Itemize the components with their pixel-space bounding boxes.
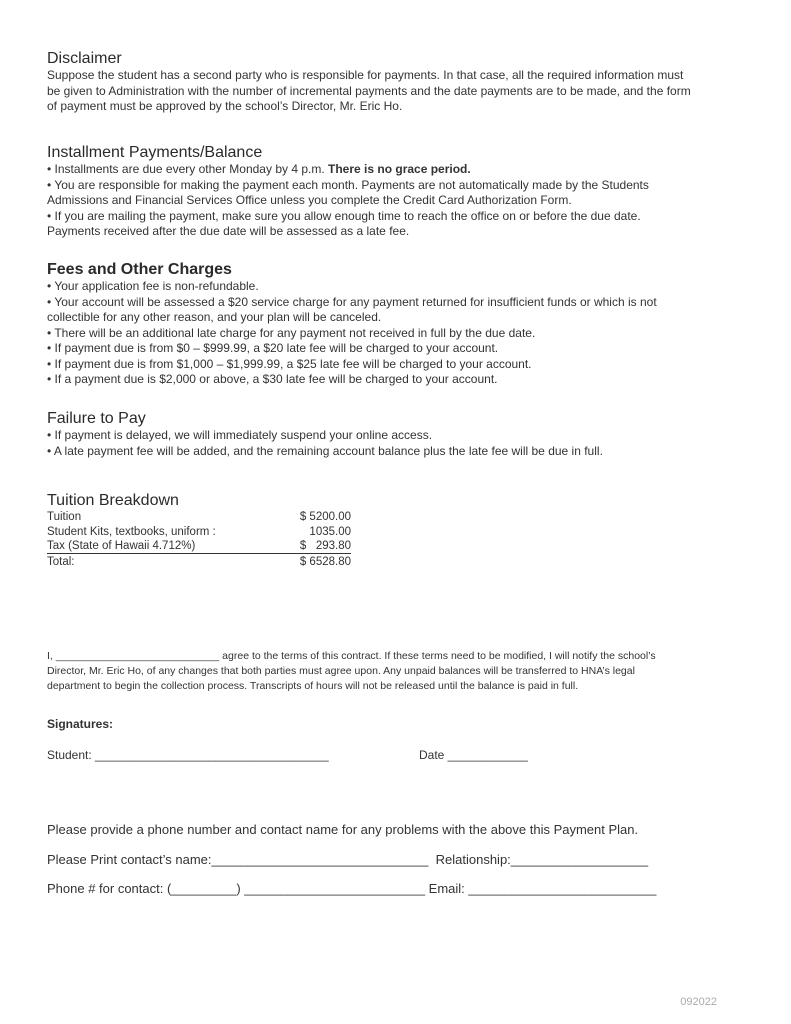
installments-line: • If you are mailing the payment, make sure you allow enough time to reach the office on or before the due date. [47, 208, 641, 223]
agreement-line: I, ____________________________ agree to the terms of this contract. If these terms need to be modified, I will notify the school’s [47, 650, 656, 662]
fees-line: • If a payment due is $2,000 or above, a $30 late fee will be charged to your account. [47, 372, 498, 386]
tuition-heading: Tuition Breakdown [47, 492, 179, 509]
agreement-line: Director, Mr. Eric Ho, of any changes that both parties must agree upon. Any unpaid balances will be transferred to HNA’s legal [47, 665, 635, 677]
tuition-amount: 1035.00 [309, 525, 351, 538]
contact-name-line[interactable]: Please Print contact’s name:______________________________ Relationship:___________________ [47, 852, 649, 867]
fees-line: • Your account will be assessed a $20 service charge for any payment returned for insufficient funds or which is not [47, 294, 657, 309]
contact-phone-line[interactable]: Phone # for contact: (_________) _________________________ Email: __________________________ [47, 881, 657, 896]
failure-line: • If payment is delayed, we will immediately suspend your online access. [47, 428, 433, 442]
tuition-row [47, 510, 357, 525]
signatures-heading: Signatures: [47, 717, 114, 731]
agreement-line: department to begin the collection process. Transcripts of hours will not be released until the balance is paid in full. [47, 680, 579, 692]
fees-heading: Fees and Other Charges [47, 261, 232, 278]
tuition-section [47, 491, 747, 569]
student-signature-line[interactable]: Student: ___________________________________ [47, 748, 329, 762]
disclaimer-section [47, 49, 747, 115]
disclaimer-line: of payment must be approved by the school’s Director, Mr. Eric Ho. [47, 99, 403, 113]
tuition-label: Student Kits, textbooks, uniform : [47, 525, 216, 538]
disclaimer-line: be given to Administration with the number of incremental payments and the date payments are to be made, and the form [47, 83, 691, 98]
agreement-section [47, 649, 767, 694]
tuition-label: Tuition [47, 511, 82, 523]
tuition-amount: $ 6528.80 [299, 555, 351, 568]
installments-line-text: • Installments are due every other Monday by 4 p.m. [47, 162, 329, 176]
contact-intro: Please provide a phone number and contact name for any problems with the above this Payment Plan. [47, 822, 639, 837]
fees-line: • If payment due is from $0 – $999.99, a $20 late fee will be charged to your account. [47, 341, 499, 355]
fees-line: • If payment due is from $1,000 – $1,999.99, a $25 late fee will be charged to your account. [47, 356, 532, 371]
fees-line: • There will be an additional late charge for any payment not received in full by the due date. [47, 325, 536, 340]
installments-line: Admissions and Financial Services Office unless you complete the Credit Card Authorization Form. [47, 193, 572, 207]
tuition-row [47, 539, 351, 554]
tuition-row [47, 525, 357, 540]
tuition-amount: $ 293.80 [299, 540, 351, 552]
grace-period-notice: There is no grace period. [328, 162, 471, 176]
installments-line: • You are responsible for making the payment each month. Payments are not automatically made by the Students [47, 177, 649, 192]
tuition-row [47, 555, 357, 570]
installments-line [47, 162, 747, 178]
installments-heading: Installment Payments/Balance [47, 144, 263, 161]
tuition-label: Tax (State of Hawaii 4.712%) [47, 540, 196, 552]
disclaimer-heading: Disclaimer [47, 50, 122, 67]
failure-heading: Failure to Pay [47, 410, 146, 427]
fees-line: • Your application fee is non-refundable. [47, 279, 259, 293]
date-signature-line[interactable]: Date ____________ [419, 748, 528, 762]
fees-line: collectible for any other reason, and your plan will be canceled. [47, 310, 382, 324]
installments-section [47, 143, 747, 240]
tuition-label: Total: [47, 555, 75, 568]
form-code: 092022 [680, 996, 717, 1008]
failure-section [47, 409, 747, 459]
tuition-amount: $ 5200.00 [299, 511, 351, 523]
installments-line: Payments received after the due date will be assessed as a late fee. [47, 224, 410, 238]
failure-line: • A late payment fee will be added, and the remaining account balance plus the late fee will be due in full. [47, 443, 603, 458]
fees-section [47, 260, 747, 388]
disclaimer-line: Suppose the student has a second party who is responsible for payments. In that case, all the required information must [47, 68, 684, 82]
